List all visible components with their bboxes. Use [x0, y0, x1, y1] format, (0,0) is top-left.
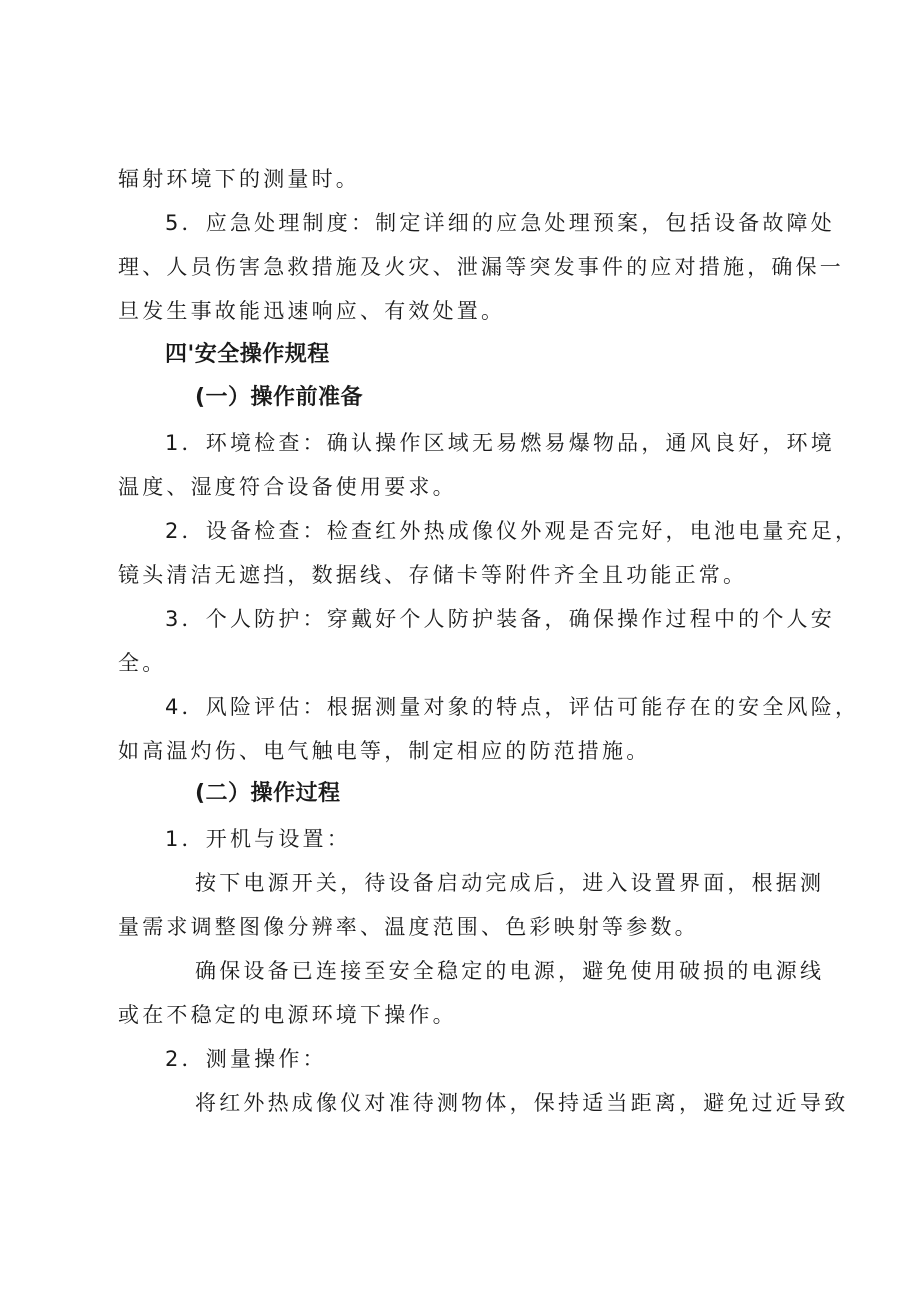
text-line: 按下电源开关，待设备启动完成后，进入设置界面，根据测	[195, 871, 825, 895]
text-line: 将红外热成像仪对准待测物体，保持适当距离，避免过近导致	[195, 1091, 849, 1115]
text-line: 理、人员伤害急救措施及火灾、泄漏等突发事件的应对措施，确保一	[118, 255, 844, 279]
text-line: 3．个人防护：穿戴好个人防护装备，确保操作过程中的个人安	[165, 607, 835, 631]
text-line: 5．应急处理制度：制定详细的应急处理预案，包括设备故障处	[165, 211, 835, 235]
text-line: 2．设备检查：检查红外热成像仪外观是否完好，电池电量充足，	[165, 519, 860, 543]
text-line: 4．风险评估：根据测量对象的特点，评估可能存在的安全风险，	[165, 695, 860, 719]
text-line: 镜头清洁无遮挡，数据线、存储卡等附件齐全且功能正常。	[118, 563, 748, 587]
text-line: 2．测量操作：	[165, 1047, 327, 1071]
subsection-heading: (二）操作过程	[195, 781, 341, 806]
text-line: 1．开机与设置：	[165, 827, 351, 851]
text-line: 辐射环境下的测量时。	[118, 167, 360, 191]
subsection-heading: (一）操作前准备	[195, 385, 364, 410]
text-line: 量需求调整图像分辨率、温度范围、色彩映射等参数。	[118, 915, 699, 939]
text-line: 1．环境检查：确认操作区域无易燃易爆物品，通风良好，环境	[165, 431, 835, 455]
section-heading: 四'安全操作规程	[165, 342, 330, 367]
text-line: 如高温灼伤、电气触电等，制定相应的防范措施。	[118, 739, 651, 763]
text-line: 或在不稳定的电源环境下操作。	[118, 1003, 457, 1027]
text-line: 确保设备已连接至安全稳定的电源，避免使用破损的电源线	[195, 959, 825, 983]
text-line: 旦发生事故能迅速响应、有效处置。	[118, 299, 506, 323]
text-line: 全。	[118, 651, 167, 675]
text-line: 温度、湿度符合设备使用要求。	[118, 475, 457, 499]
